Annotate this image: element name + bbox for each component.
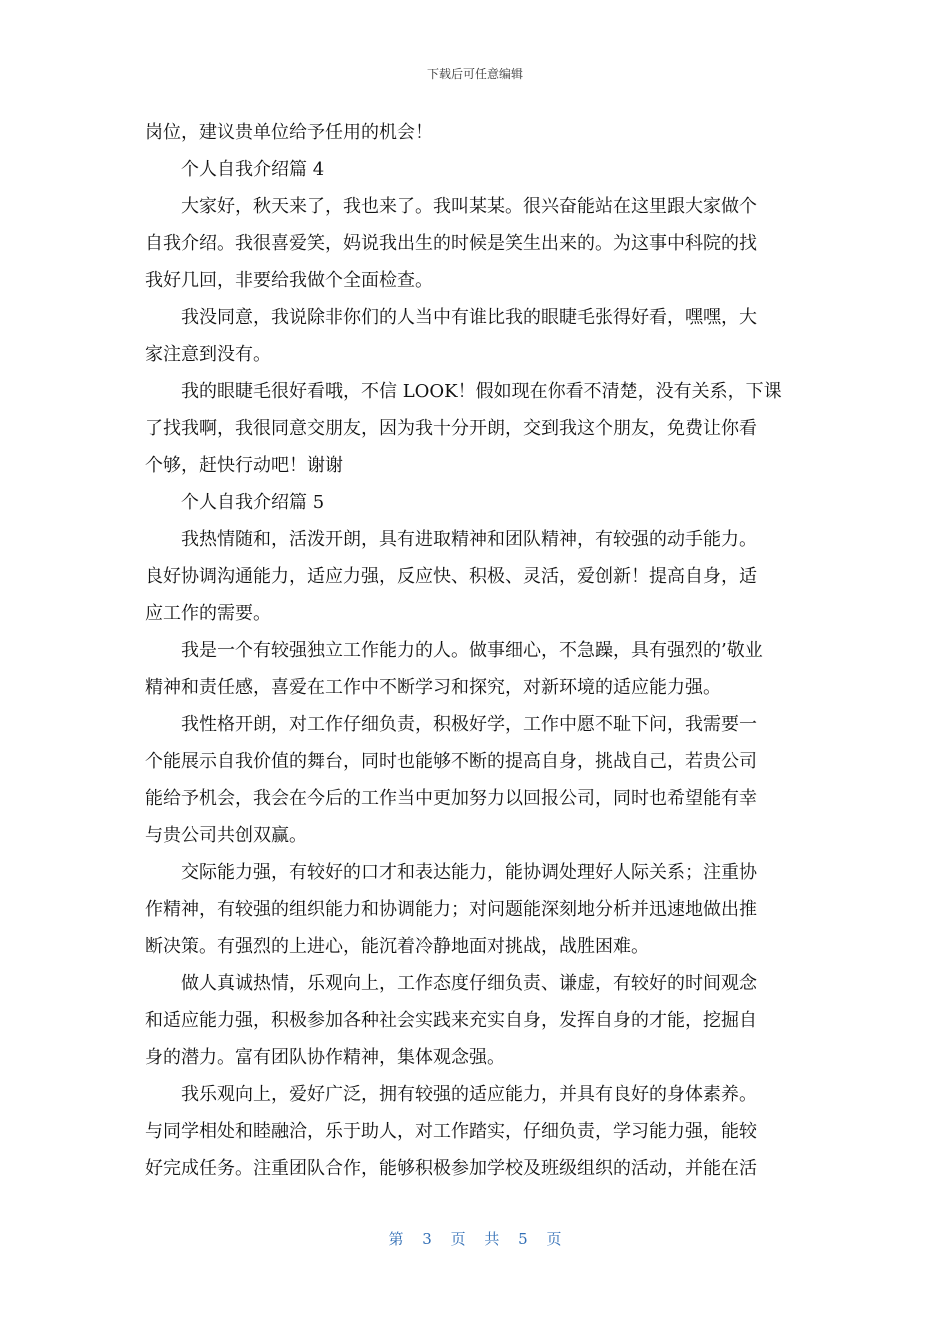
text-line: 与同学相处和睦融洽，乐于助人，对工作踏实，仔细负责，学习能力强，能较 xyxy=(145,1121,757,1142)
text-line: 我好几回，非要给我做个全面检查。 xyxy=(145,270,433,291)
text-line: 个能展示自我价值的舞台，同时也能够不断的提高自身，挑战自己，若贵公司 xyxy=(145,751,757,772)
text-line: 好完成任务。注重团队合作，能够积极参加学校及班级组织的活动，并能在活 xyxy=(145,1158,757,1179)
text-line: 我热情随和，活泼开朗，具有进取精神和团队精神，有较强的动手能力。 xyxy=(181,529,757,550)
text-line: 作精神，有较强的组织能力和协调能力；对问题能深刻地分析并迅速地做出推 xyxy=(145,899,757,920)
text-line: 个人自我介绍篇 4 xyxy=(181,159,325,180)
text-line: 岗位，建议贵单位给予任用的机会！ xyxy=(145,122,433,143)
text-line: 个人自我介绍篇 5 xyxy=(181,492,325,513)
document-body xyxy=(145,114,805,1187)
text-line: 我性格开朗，对工作仔细负责，积极好学，工作中愿不耻下问，我需要一 xyxy=(181,714,757,735)
text-line: 精神和责任感，喜爱在工作中不断学习和探究，对新环境的适应能力强。 xyxy=(145,677,721,698)
text-line: 我是一个有较强独立工作能力的人。做事细心，不急躁，具有强烈的’敬业 xyxy=(181,640,763,661)
page-header: 下载后可任意编辑 xyxy=(426,67,523,81)
text-line: 断决策。有强烈的上进心，能沉着冷静地面对挑战，战胜困难。 xyxy=(145,936,649,957)
text-line: 和适应能力强，积极参加各种社会实践来充实自身，发挥自身的才能，挖掘自 xyxy=(145,1010,757,1031)
text-line: 大家好，秋天来了，我也来了。我叫某某。很兴奋能站在这里跟大家做个 xyxy=(181,196,757,217)
text-line: 我的眼睫毛很好看哦，不信 LOOK！假如现在你看不清楚，没有关系，下课 xyxy=(181,381,782,402)
text-line: 我乐观向上，爱好广泛，拥有较强的适应能力，并具有良好的身体素养。 xyxy=(181,1084,757,1105)
text-line: 与贵公司共创双赢。 xyxy=(145,825,307,846)
text-line: 自我介绍。我很喜爱笑，妈说我出生的时候是笑生出来的。为这事中科院的找 xyxy=(145,233,757,254)
page-footer: 第 3 页 共 5 页 xyxy=(388,1230,562,1248)
text-line: 身的潜力。富有团队协作精神，集体观念强。 xyxy=(145,1047,505,1068)
text-line: 家注意到没有。 xyxy=(145,344,271,365)
text-line: 做人真诚热情，乐观向上，工作态度仔细负责、谦虚，有较好的时间观念 xyxy=(181,973,757,994)
text-line: 了找我啊，我很同意交朋友，因为我十分开朗，交到我这个朋友，免费让你看 xyxy=(145,418,757,439)
text-line: 交际能力强，有较好的口才和表达能力，能协调处理好人际关系；注重协 xyxy=(181,862,757,883)
text-line: 应工作的需要。 xyxy=(145,603,271,624)
text-line: 良好协调沟通能力，适应力强，反应快、积极、灵活，爱创新！提高自身，适 xyxy=(145,566,757,587)
text-line: 个够，赶快行动吧！谢谢 xyxy=(145,455,343,476)
text-line: 能给予机会，我会在今后的工作当中更加努力以回报公司，同时也希望能有幸 xyxy=(145,788,757,809)
text-line: 我没同意，我说除非你们的人当中有谁比我的眼睫毛张得好看，嘿嘿，大 xyxy=(181,307,757,328)
